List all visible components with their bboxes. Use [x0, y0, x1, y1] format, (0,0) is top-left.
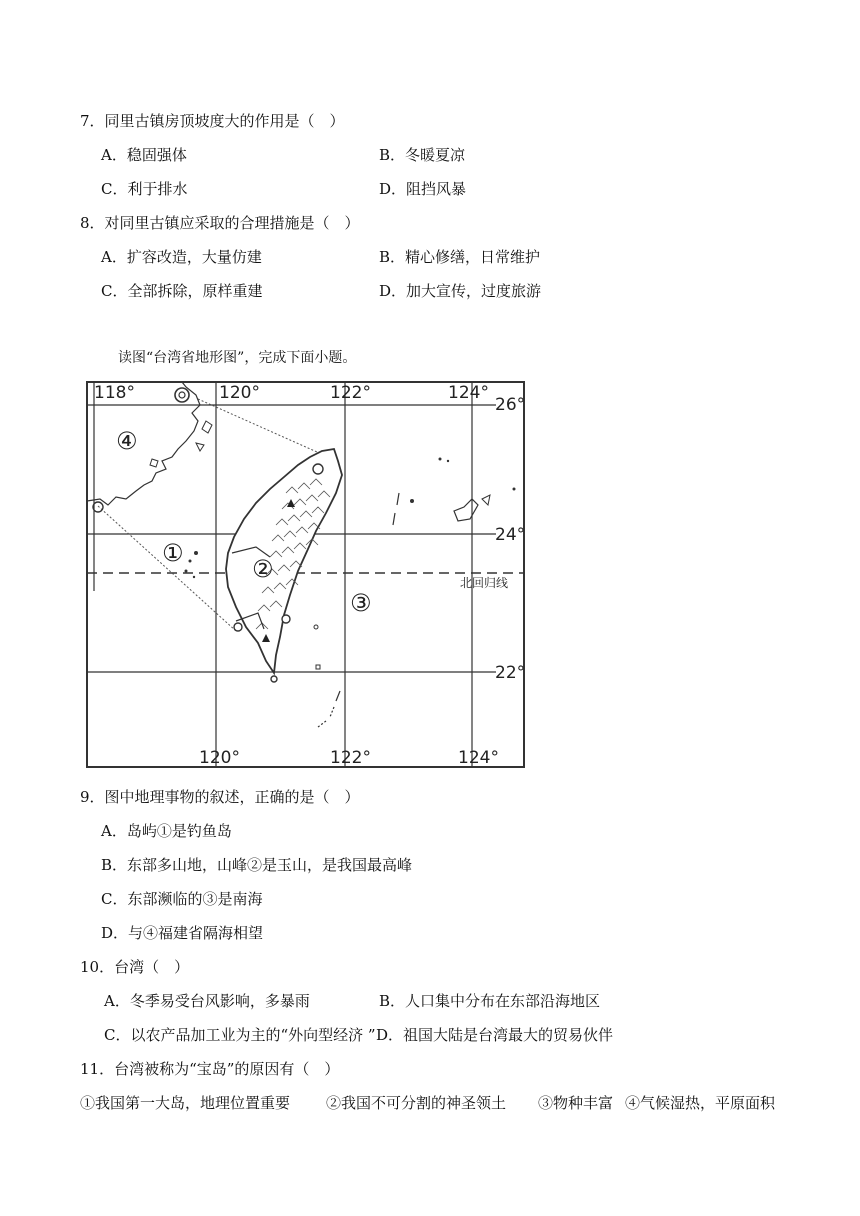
q9-option-c: C．东部濒临的③是南海 [101, 890, 263, 908]
q9-option-b: B．东部多山地，山峰②是玉山，是我国最高峰 [101, 856, 413, 874]
q8-option-d: D．加大宣传，过度旅游 [379, 282, 542, 300]
lon-label-118: 118° [94, 383, 135, 403]
q10-option-a: A．冬季易受台风影响，多暴雨 [104, 992, 310, 1010]
q8-option-a: A．扩容改造，大量仿建 [101, 248, 262, 266]
q9-option-d: D．与④福建省隔海相望 [101, 924, 264, 942]
map-intro: 读图“台湾省地形图”，完成下面小题。 [118, 350, 357, 366]
q9-option-a: A．岛屿①是钓鱼岛 [101, 822, 232, 840]
mark-1-penghu: ① [162, 539, 184, 567]
q10-stem: 10．台湾（ ） [80, 958, 190, 976]
q10-option-b: B．人口集中分布在东部沿海地区 [379, 992, 601, 1010]
q8-stem: 8．对同里古镇应采取的合理措施是（ ） [80, 214, 360, 232]
lat-label-24: 24° [495, 525, 526, 545]
lon-label-124-top: 124° [448, 383, 489, 403]
q7-option-a: A．稳固强体 [101, 146, 187, 164]
q8-option-b: B．精心修缮，日常维护 [379, 248, 541, 266]
q10-option-c: C．以农产品加工业为主的“外向型经济 ” [104, 1026, 376, 1044]
lon-label-120-bottom: 120° [199, 748, 240, 768]
q7-stem: 7．同里古镇房顶坡度大的作用是（ ） [80, 112, 345, 130]
q11-option-2: ②我国不可分割的神圣领土 [326, 1094, 507, 1112]
taiwan-terrain-map [86, 381, 526, 769]
q9-stem: 9．图中地理事物的叙述，正确的是（ ） [80, 788, 360, 806]
lon-label-122-top: 122° [330, 383, 371, 403]
tropic-label: 北回归线 [460, 576, 509, 590]
q11-option-4: ④气候湿热，平原面积 [625, 1094, 776, 1112]
lat-label-26: 26° [495, 395, 526, 415]
lon-label-122-bottom: 122° [330, 748, 371, 768]
q7-option-b: B．冬暖夏凉 [379, 146, 466, 164]
q10-option-d: D．祖国大陆是台湾最大的贸易伙伴 [376, 1026, 614, 1044]
q11-stem: 11．台湾被称为“宝岛”的原因有（ ） [80, 1060, 340, 1078]
q11-option-3: ③物种丰富 [538, 1094, 614, 1112]
mark-4-fujian: ④ [116, 427, 138, 455]
lon-label-124-bottom: 124° [458, 748, 499, 768]
mark-2-peak: ② [252, 555, 274, 583]
q11-option-1: ①我国第一大岛，地理位置重要 [80, 1094, 291, 1112]
lon-label-120-top: 120° [219, 383, 260, 403]
q7-option-c: C．利于排水 [101, 180, 188, 198]
lat-label-22: 22° [495, 663, 526, 683]
mark-3-sea: ③ [350, 589, 372, 617]
q7-option-d: D．阻挡风暴 [379, 180, 467, 198]
q8-option-c: C．全部拆除，原样重建 [101, 282, 263, 300]
map-frame [87, 382, 524, 767]
